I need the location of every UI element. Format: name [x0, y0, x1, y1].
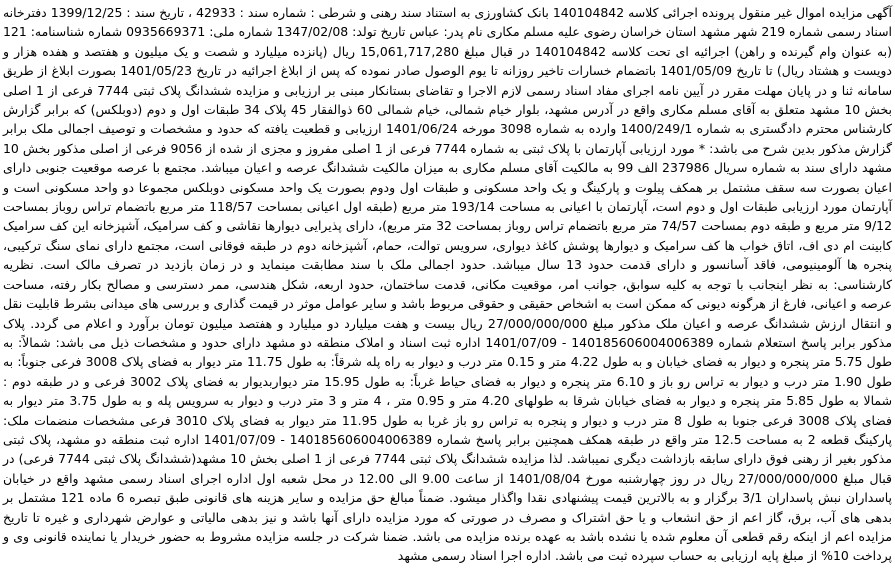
- auction-notice-text: آگهی مزایده اموال غیر منقول پرونده اجرائی کلاسه 140104842 بانک کشاورزی به استناد سند رهنی و شرطی : شماره سند : 42933 ، تاریخ سند : 1399/12/25 دفترخانه اسناد رسمی شماره 219 شهر مشهد استان خراسان رضوی علیه مسلم مکاری نام پدر: عباس تاریخ تولد: 1347/02/08 شماره ملی: 0935669371 شماره شناسنامه: 121 (به عنوان وام گیرنده و راهن) اجرائیه ای تحت کلاسه 140104842 در قبال مبلغ 15,061,717,280 ریال (پانزده میلیارد و شصت و یک میلیون و هفتصد و هفده هزار و دویست و هشتاد ریال) تا تاریخ 1401/05/09 باتضمام خسارات تاخیر روزانه تا یوم الوصول صادر نموده که پس از ابلاغ اجرائیه در تاریخ 1401/05/23 بصورت ابلاغ از طریق سامانه ثنا و در پایان مهلت مقرر در آیین نامه اجرای مفاد اسناد رسمی لازم الاجرا و تقاضای بستانکار مبنی بر ارزیابی و مزایده ششدانگ پلاک ثبتی 7744 فرعی از 1 اصلی بخش 10 مشهد متعلق به آقای مسلم مکاری واقع در آدرس مشهد، بلوار خیام شمالی، خیام شمالی 60 ذوالفقار 45 پلاک 34 طبقات اول و دوم (دوبلکس) که برابر گزارش کارشناس محترم دادگستری به شماره 1400/249/1 وارده به شماره 3098 مورخه 1401/06/24 ارزیابی و قطعیت یافته که حدود و مشخصات و توصیف اجمالی ملک برابر گزارش مذکور بدین شرح می باشد: * مورد ارزیابی آپارتمان با پلاک ثبتی به شماره 7744 فرعی از 1 اصلی مفروز و مجزی از شده از 9056 فرعی از اصلی مذکور بخش 10 مشهد دارای سند به شماره سریال 237986 الف 99 به مالکیت آقای مسلم مکاری به میزان مالکیت ششدانگ عرصه و اعیان میباشد. مجتمع با عرصه موقعیت جنوبی دارای اعیان بصورت سه سقف مشتمل بر همکف پیلوت و پارکینگ و یک واحد مسکونی و طبقات اول ودوم بصورت یک واحد مسکونی دوبلکس مجموعا دو واحد مسکونی است و آپارتمان مورد ارزیابی طبقات اول و دوم است، آپارتمان با اعیانی به مساحت 193/14 متر مربع (طبقه اول اعیانی بمساحت 118/57 متر مربع باتضمام تراس روباز بمساحت 9/12 متر مربع و طبقه دوم بمساحت 74/57 متر مربع باتضمام تراس روباز بمساحت 32 متر مربع)، دارای پذیرایی دیوارها نقاشی و کف سرامیک، آشپزخانه این کف سرامیک کابینت ام دی اف، اتاق خواب ها کف سرامیک و دیوارها پوشش کاغذ دیواری، سرویس توالت، حمام، آشپزخانه دوم در طبقه فوقانی است، مجتمع دارای نمای سنگ ترکیبی، پنجره ها آلومینیومی، فاقد آسانسور و دارای قدمت حدود 13 سال میباشد. حدود اجمالی ملک با سند مطابقت مینماید و در زمان بازدید در تصرف مالک است. نظریه کارشناسی: به نظر اینجانب با توجه به کلیه سوابق، جوانب امر، موقعیت مکانی، قدمت ساختمان، حدود اربعه، شکل هندسی، ممر دسترسی و مصالح بکار رفته، مساحت عرصه و اعیانی، فارغ از هرگونه دیونی که ممکن است به اشخاص حقیقی و حقوقی مربوط باشد و سایر عوامل موثر در قیمت گذاری و بررسی های میدانی بشرط قابلیت نقل و انتقال ارزش ششدانگ عرصه و اعیان ملک مذکور مبلغ 27/000/000/000 ریال بیست و هفت میلیارد دو میلیارد و هفتصد میلیون تومان برآورد و اعلام می گردد. پلاک مذکور برابر پاسخ استعلام شماره 140185606004006389 - 1401/07/09 اداره ثبت اسناد و املاک منطقه دو مشهد دارای حدود و مشخصات ذیل می باشد: شمالاً: به طول 5.75 متر پنجره و دیوار به فضای خیابان و به طول 4.22 متر و 0.15 متر درب و دیوار به راه پله شرقاً: به طول 11.75 متر دیوار به فضای پلاک 3008 فرعی جنوباً: به طول 1.90 متر درب و دیوار به تراس رو باز و 6.10 متر پنجره و دیوار به فضای حیاط غرباً: به طول 15.95 متر دیواربدیوار به فضای پلاک 3002 فرعی و در طبقه دوم : شمالا به طول 5.85 متر پنجره و دیوار به فضای خیابان شرقا به طولهای 4.20 متر و 0.95 متر ، 4 متر و 3 متر درب و دیوار به سرویس پله و به طول 3.75 متر دیوار به فضای پلاک 3008 فرعی جنوبا به طول 8 متر درب و دیوار و پنجره به تراس رو باز غربا به طول 11.95 متر دیوار به فضای پلاک 3010 فرعی مشخصات منضمات ملک: پارکینگ قطعه 2 به مساحت 12.5 متر واقع در طبقه همکف همچنین برابر پاسخ شماره 140185606004006389 - 1401/07/09 اداره ثبت منطقه دو مشهد، پلاک ثبتی مذکور بغیر از رهنی فوق دارای سابقه بازداشت دیگری نمیباشد. لذا مزایده ششدانگ پلاک ثبتی 7744 فرعی از 1 اصلی بخش 10 مشهد(ششدانگ پلاک ثبتی 7744 فرعی) در قبال مبلغ 27/000/000/000 ریال در روز چهارشنبه مورخ 1401/08/04 از ساعت 9.00 الی 12.00 در محل شعبه اول اداره اجرای اسناد رسمی مشهد واقع در خیابان پاسداران نبش پاسداران 3/1 برگزار و به بالاترین قیمت پیشنهادی نقدا واگذار میشود. ضمناً مبالغ حق مزایده و سایر هزینه های قانونی طبق تبصره 6 ماده 121 مشتمل بر بدهی های آب، برق، گاز اعم از حق انشعاب و یا حق اشتراک و مصرف در صورتی که مورد مزایده دارای آنها باشد و نیز بدهی مالیاتی و عوارض شهرداری و غیره تا تاریخ مزایده اعم از اینکه رقم قطعی آن معلوم شده یا نشده باشد به عهده برنده مزایده می باشد. ضمنا شرکت در جلسه مزایده مشروط به حضور خریدار یا نماینده قانونی وی و پرداخت 10% از مبلغ پایه ارزیابی به حساب سپرده ثبت می باشد. اداره اجرا اسناد رسمی مشهد: [3, 5, 893, 564]
